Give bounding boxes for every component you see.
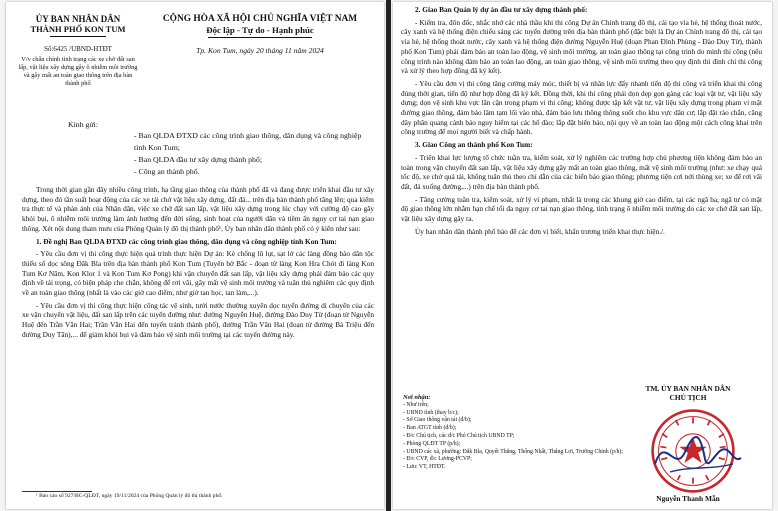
closing-paragraph: Ủy ban nhân dân thành phố báo để các đơn vị biết, khẩn trương triển khai thực hiện./. [415,226,665,236]
section-3-heading: 3. Giao Công an thành phố Kon Tum: [415,140,533,150]
document-body-page1 [22,185,374,343]
national-header-block [146,14,374,55]
issuing-authority-line1: ỦY BAN NHÂN DÂN [35,14,121,24]
section-3-paragraph-1: - Triển khai lực lượng tổ chức tuần tra, kiểm soát, xử lý nghiêm các trường hợp chủ phương tiện không đảm bảo an toàn trong vận chuyển đất san lấp, vật liệu xây dựng gây mất an toàn giao thông, mất vệ sinh môi trường (như: xe chạy quá tốc độ, xe chở quá tải, không tuân thủ theo chỉ dẫn của các biển báo giao thông; phương tiện cơi nới thùng xe; xe để rơi vãi đất, đá xuống đường,...) trên địa bàn thành phố. [401,152,762,191]
national-title: CỘNG HÒA XÃ HỘI CHỦ NGHĨA VIỆT NAM [162,14,358,24]
signature-title-line1: TM. ỦY BAN NHÂN DÂN [645,384,731,393]
receiver-item: - Phòng QLĐT TP (p/h); [403,440,461,447]
motto-underline [208,37,312,38]
section-1-paragraph-2: - Yêu cầu đơn vị thi công thực hiện công tác vệ sinh, tưới nước thường xuyên dọc tuyến đường di chuyển của các xe vận chuyển vật liệu, đất san lấp trên các tuyến đường như: đường Nguyễn Huệ, đường Đào Duy Từ (đoạn từ Nguyễn Huệ đến Trần Văn Hai; Trần Văn Hai đến tuyến tránh thành phố), đường Trần Văn Hai (đoạn từ đường Bà Triệu đến đường Duy Tân),... để giảm khói bụi và đảm bảo vệ sinh môi trường tại các tuyến đường này. [22,300,374,339]
signer-name: Nguyễn Thanh Mẫn [656,494,720,503]
signature-title-line2: CHỦ TỊCH [669,393,707,402]
recipient-item: - Ban QLDA ĐTXD các công trình giao thông, dân dụng và công nghiệp tỉnh Kon Tum; [134,131,362,152]
section-1-paragraph-1: - Yêu cầu đơn vị thi công thực hiện quá trình thực hiện Dự án: Kè chống lũ lụt, sạt lở các làng đồng bào dân tộc thiểu số dọc sông Đăk Bla trên địa bàn thành phố Kon Tum (Tuyến bờ Bắc - đoạn từ làng Kon Hra Chót đi làng Kon Tum Kơ Nâm, Kon Klor 1 và Kon Tum Kơ Pong) khi vận chuyển đất san lấp, vật liệu xây dựng phải đảm bảo các quy định về tải trọng, có biện pháp che chắn, không để rơi vãi, gây mất vệ sinh môi trường và tuân thủ nghiêm các quy định về an toàn giao thông (nhất là vào các giờ cao điểm, như giờ tan học, tan làm,...). [22,249,374,298]
signature-block [613,384,763,503]
section-2-paragraph-2: - Yêu cầu đơn vị thi công tăng cường máy móc, thiết bị và nhân lực đẩy nhanh tiến độ thi công và triển khai thi công đúng thời gian, tiến độ như hợp đồng đã ký kết. Đồng thời, khi thi công phải dọn dẹp gọn gàng các loại vật tư, vật liệu xây dựng; dọn vệ sinh khu vực lân cận trong phạm vi thi công; không được tập kết vật tư, vật liệu xây dựng trong phạm vi mặt đường giao thông, đảm bảo lâm tạm lối vào nhà, đảm bảo lưu thông thông suốt cho khu vực dân cư; lắp đặt rào chắn, căng dây phân quang cảnh báo nguy hiểm tại các hố đào; lắp đặt biển báo, nội quy về an toàn lao động một cách công khai trên công trường để mọi người biết và chấp hành. [401,78,762,137]
receiver-item: - Như trên; [403,401,429,408]
receiver-item: - Ban ATGT tỉnh (đ/b); [403,425,457,432]
document-body-page2 [401,5,762,239]
recipients-label: Kính gửi: [68,120,98,129]
receivers-title: Nơi nhận: [403,394,431,401]
receiver-item: - Lưu: VT, HTĐT. [403,464,446,471]
issuing-authority-block [16,14,140,88]
section-3-paragraph-2: - Tăng cường tuần tra, kiểm soát, xử lý vi phạm, nhất là trong các khung giờ cao điểm, tại các ngã ba, ngã tư có mật độ giao thông lớn nhằm hạn chế tối đa nguy cơ tai nạn giao thông, tình trạng ô nhiễm môi trường do các xe chở đất san lấp, vật liệu xây dựng gây ra. [401,194,762,224]
recipient-item: - Công an thành phố. [134,167,200,176]
section-2-heading: 2. Giao Ban Quản lý dự án đầu tư xây dựng thành phố: [415,5,588,14]
document-number: Số:6425 /UBND-HTĐT [44,45,112,53]
intro-paragraph: Trong thời gian gần đây nhiều công trình, hạ tầng giao thông của thành phố đã và đang được triển khai đầu tư xây dựng, theo đó tần suất hoạt động của các xe tải chở vật liệu xây dựng, đất đá... trên địa bàn thành phố tăng lên; qua kiểm tra thực tế và phản ánh của Nhân dân, việc xe chở đất san lấp, vật liệu xây dựng trong lúc chạy với cường độ cao gây khói bụi, ô nhiễm môi trường làm ảnh hưởng đến đời sống, sinh hoạt của người dân và tiềm ẩn nguy cơ tai nạn giao thông. Xét nội dung tham mưu của Phòng Quản lý đô thị thành phố¹, Ủy ban nhân dân thành phố có ý kiến như sau: [22,185,374,233]
receivers-block [403,394,633,472]
document-page-2 [393,2,772,509]
page-gutter [386,0,391,511]
receiver-item: - Sở Giao thông vận tải (đ/b); [403,417,472,424]
footnote-separator [22,491,92,492]
issuing-authority-line2: THÀNH PHỐ KON TUM [30,24,126,34]
receiver-item: - UBND các xã, phường: Đăk Bla, Quyết Thắng, Thống Nhất, Thắng Lợi, Trường Chinh (p/h); [403,448,623,455]
section-1-heading: 1. Đề nghị Ban QLDA ĐTXD các công trình giao thông, dân dụng và công nghiệp tỉnh Kon Tum: [36,236,337,246]
national-motto: Độc lập - Tự do - Hạnh phúc [206,25,314,35]
receiver-item: - Đ/c CVP, đ/c Lương-PCVP; [403,456,472,463]
authority-underline [50,36,106,37]
recipients-list [134,130,374,178]
document-header [16,14,374,94]
footnote: ¹ Báo cáo số 927/BC-QLĐT, ngày 19/11/2024 của Phòng Quản lý đô thị thành phố. [36,493,223,499]
handwritten-signature-icon [645,424,745,484]
document-page-1 [6,2,384,509]
receiver-item: - UBND tỉnh (thay b/c); [403,409,459,416]
document-subject: V/v chấn chỉnh tình trạng các xe chở đất san lấp, vật liệu xây dựng gây ô nhiễm môi trường và gây mất an toàn giao thông trên địa bàn thành phố [18,56,138,87]
section-2-paragraph-1: - Kiểm tra, đôn đốc, nhắc nhở các nhà thầu khi thi công Dự án Chỉnh trang đô thị, cải tạo vỉa hè, hệ thống thoát nước, cây xanh và hệ thống điện chiếu sáng các tuyến đường trên địa bàn thành phố (đặc biệt là Dự án Chỉnh trang đô thị, cải tạo vỉa hè, hệ thống thoát nước, cây xanh và hệ thống điện đường Nguyễn Huệ (đoạn Phan Đình Phùng - Đào Duy Từ), thành phố Kon Tum) phải đảm bảo an toàn lao động, vệ sinh môi trường, an toàn giao thông tại công trình do mình thi công (nếu công trình nào không đảm bảo an toàn lao động, an toàn giao thông, vệ sinh môi trường theo quy định thì đình chỉ thi công và xử lý theo hợp đồng đã ký kết). [401,17,762,76]
document-date: Tp. Kon Tum, ngày 20 tháng 11 năm 2024 [196,46,324,55]
receiver-item: - Đ/c Chủ tịch, các đ/c Phó Chủ tịch UBND TP; [403,432,515,439]
recipient-item: - Ban QLDA đầu tư xây dựng thành phố; [134,155,262,164]
